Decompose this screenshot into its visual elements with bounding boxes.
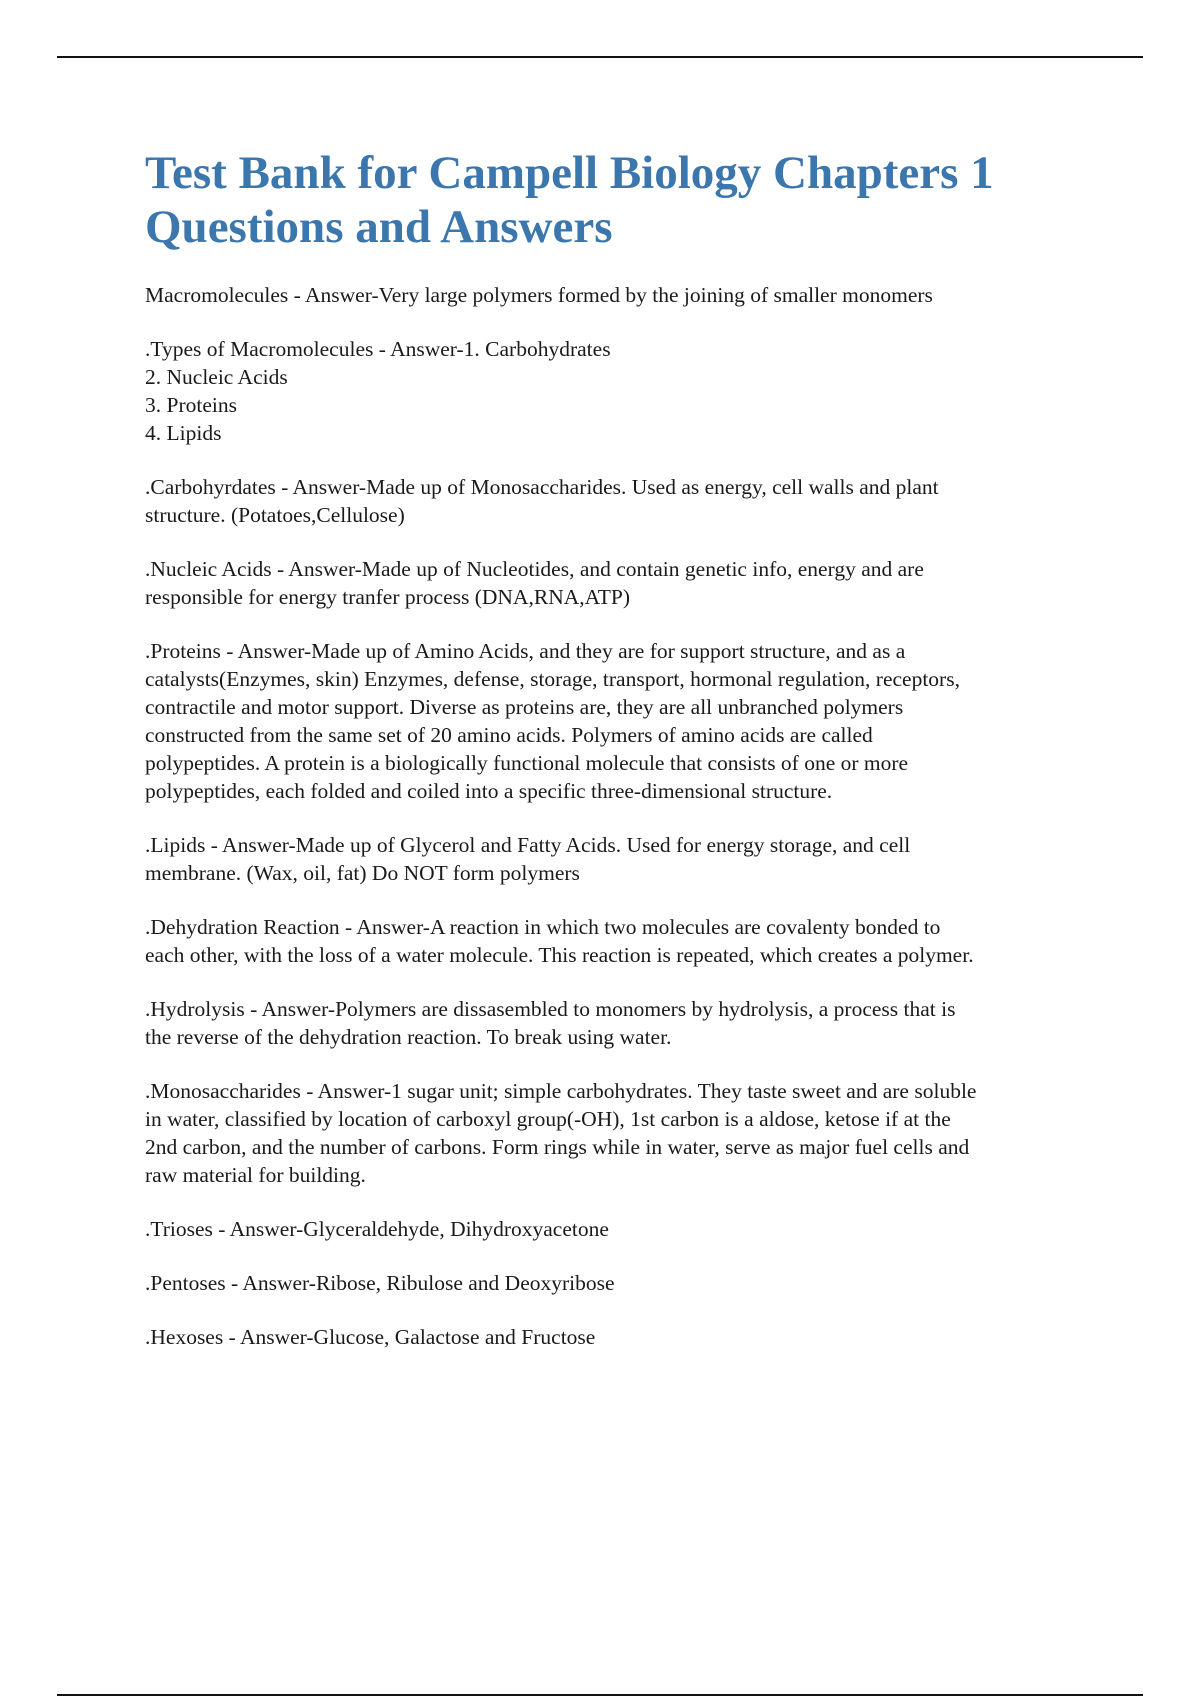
document-title: Test Bank for Campell Biology Chapters 1 Questions and Answers: [145, 147, 994, 253]
entry-line: .Lipids - Answer-Made up of Glycerol and Fatty Acids. Used for energy storage, and cell: [145, 833, 911, 857]
entry-line: each other, with the loss of a water molecule. This reaction is repeated, which creates a polymer.: [145, 943, 974, 967]
top-divider: [57, 56, 1143, 58]
entry-line: 2. Nucleic Acids: [145, 365, 288, 389]
entry-line: .Dehydration Reaction - Answer-A reaction in which two molecules are covalenty bonded to: [145, 915, 941, 939]
entry-line: 3. Proteins: [145, 393, 237, 417]
entry-line: Macromolecules - Answer-Very large polymers formed by the joining of smaller monomers: [145, 283, 933, 307]
entry-line: responsible for energy tranfer process (DNA,RNA,ATP): [145, 585, 631, 609]
entry-line: in water, classified by location of carboxyl group(-OH), 1st carbon is a aldose, ketose if at the: [145, 1107, 951, 1131]
qa-entry-monosaccharides: [145, 1077, 1085, 1189]
qa-entry-proteins: [145, 637, 1085, 805]
qa-entry-types-of-macromolecules: [145, 335, 1085, 447]
entry-line: structure. (Potatoes,Cellulose): [145, 503, 405, 527]
entry-line: .Carbohyrdates - Answer-Made up of Monosaccharides. Used as energy, cell walls and plant: [145, 475, 939, 499]
entry-line: .Pentoses - Answer-Ribose, Ribulose and Deoxyribose: [145, 1271, 615, 1295]
entry-line: polypeptides. A protein is a biologically functional molecule that consists of one or more: [145, 751, 909, 775]
entry-line: membrane. (Wax, oil, fat) Do NOT form polymers: [145, 861, 580, 885]
entry-line: .Types of Macromolecules - Answer-1. Carbohydrates: [145, 337, 611, 361]
entry-line: the reverse of the dehydration reaction. To break using water.: [145, 1025, 672, 1049]
entry-line: constructed from the same set of 20 amino acids. Polymers of amino acids are called: [145, 723, 873, 747]
qa-entry-carbohydrates: [145, 473, 1085, 529]
qa-entry-hexoses: [145, 1323, 1085, 1351]
entry-line: .Proteins - Answer-Made up of Amino Acids, and they are for support structure, and as a: [145, 639, 906, 663]
qa-entry-pentoses: [145, 1269, 1085, 1297]
entry-line: .Hydrolysis - Answer-Polymers are dissasembled to monomers by hydrolysis, a process that is: [145, 997, 956, 1021]
document-body: [145, 146, 1085, 1377]
entry-line: .Trioses - Answer-Glyceraldehyde, Dihydroxyacetone: [145, 1217, 609, 1241]
entry-line: .Nucleic Acids - Answer-Made up of Nucleotides, and contain genetic info, energy and are: [145, 557, 924, 581]
entry-line: .Monosaccharides - Answer-1 sugar unit; simple carbohydrates. They taste sweet and are soluble: [145, 1079, 977, 1103]
qa-entry-dehydration-reaction: [145, 913, 1085, 969]
entry-line: 4. Lipids: [145, 421, 222, 445]
entry-line: polypeptides, each folded and coiled into a specific three-dimensional structure.: [145, 779, 833, 803]
entry-line: .Hexoses - Answer-Glucose, Galactose and Fructose: [145, 1325, 596, 1349]
bottom-divider: [57, 1694, 1143, 1696]
qa-entry-lipids: [145, 831, 1085, 887]
entry-line: 2nd carbon, and the number of carbons. Form rings while in water, serve as major fuel cells and: [145, 1135, 970, 1159]
qa-entry-hydrolysis: [145, 995, 1085, 1051]
qa-entry-trioses: [145, 1215, 1085, 1243]
qa-entry-nucleic-acids: [145, 555, 1085, 611]
qa-entry-macromolecules: [145, 281, 1085, 309]
entry-line: raw material for building.: [145, 1163, 366, 1187]
entry-line: catalysts(Enzymes, skin) Enzymes, defense, storage, transport, hormonal regulation, receptors,: [145, 667, 960, 691]
entry-line: contractile and motor support. Diverse as proteins are, they are all unbranched polymers: [145, 695, 904, 719]
